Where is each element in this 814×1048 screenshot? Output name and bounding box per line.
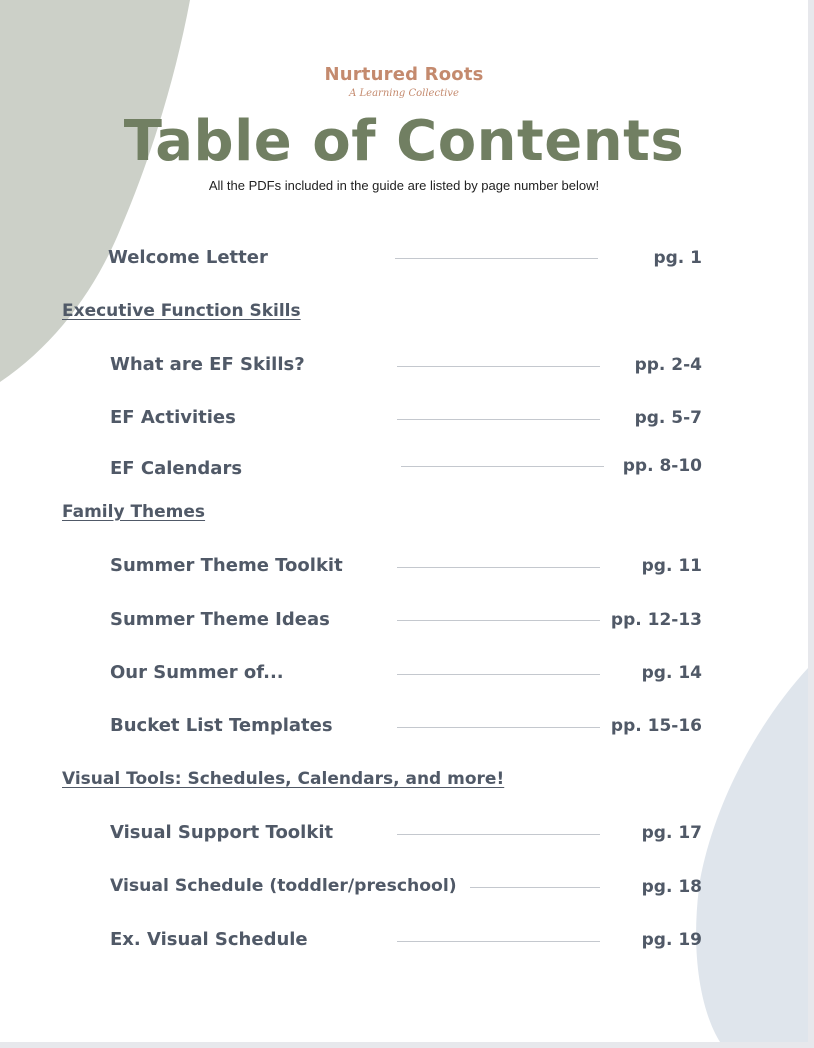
toc-pages-visual-support-toolkit: pg. 17 [641, 823, 702, 843]
toc-pages-welcome-letter: pg. 1 [653, 248, 702, 268]
toc-entry-ef-calendars[interactable]: EF Calendars [110, 458, 243, 479]
toc-leader-line [397, 834, 600, 835]
toc-entry-welcome-letter[interactable]: Welcome Letter [108, 247, 268, 268]
toc-pages-summer-theme-toolkit: pg. 11 [641, 556, 702, 576]
section-heading-executive-function[interactable]: Executive Function Skills [62, 301, 301, 321]
brand-tagline: A Learning Collective [349, 88, 459, 99]
section-heading-visual-tools[interactable]: Visual Tools: Schedules, Calendars, and more! [62, 769, 505, 789]
right-blue-blob [696, 668, 808, 1042]
toc-leader-line [397, 941, 600, 942]
section-heading-family-themes[interactable]: Family Themes [62, 502, 206, 522]
brand-name: Nurtured Roots [324, 64, 484, 85]
toc-leader-line [397, 419, 600, 420]
toc-pages-ef-calendars: pp. 8-10 [622, 456, 702, 476]
toc-leader-line [397, 620, 600, 621]
page-subtitle: All the PDFs included in the guide are listed by page number below! [208, 178, 600, 193]
toc-pages-ex-visual-schedule: pg. 19 [641, 930, 702, 950]
toc-entry-summer-theme-toolkit[interactable]: Summer Theme Toolkit [110, 555, 343, 576]
toc-pages-ef-activities: pg. 5-7 [634, 408, 702, 428]
toc-pages-visual-schedule-toddler: pg. 18 [641, 877, 702, 897]
toc-entry-ef-activities[interactable]: EF Activities [110, 407, 236, 428]
toc-leader-line [470, 887, 600, 888]
toc-entry-visual-schedule-toddler[interactable]: Visual Schedule (toddler/preschool) [110, 876, 457, 896]
toc-leader-line [397, 567, 600, 568]
toc-entry-what-are-ef-skills[interactable]: What are EF Skills? [110, 354, 305, 375]
toc-entry-visual-support-toolkit[interactable]: Visual Support Toolkit [110, 822, 334, 843]
toc-leader-line [397, 674, 600, 675]
page-title: Table of Contents [123, 109, 685, 174]
toc-leader-line [397, 727, 600, 728]
toc-entry-bucket-list-templates[interactable]: Bucket List Templates [110, 715, 333, 736]
toc-pages-what-are-ef-skills: pp. 2-4 [634, 355, 702, 375]
toc-entry-ex-visual-schedule[interactable]: Ex. Visual Schedule [110, 929, 308, 950]
toc-pages-summer-theme-ideas: pp. 12-13 [610, 610, 702, 630]
toc-leader-line [401, 466, 604, 467]
toc-leader-line [397, 366, 600, 367]
toc-pages-bucket-list-templates: pp. 15-16 [610, 716, 702, 736]
toc-leader-line [395, 258, 598, 259]
toc-pages-our-summer-of: pg. 14 [641, 663, 702, 683]
toc-entry-our-summer-of[interactable]: Our Summer of... [110, 662, 284, 683]
toc-entry-summer-theme-ideas[interactable]: Summer Theme Ideas [110, 609, 330, 630]
